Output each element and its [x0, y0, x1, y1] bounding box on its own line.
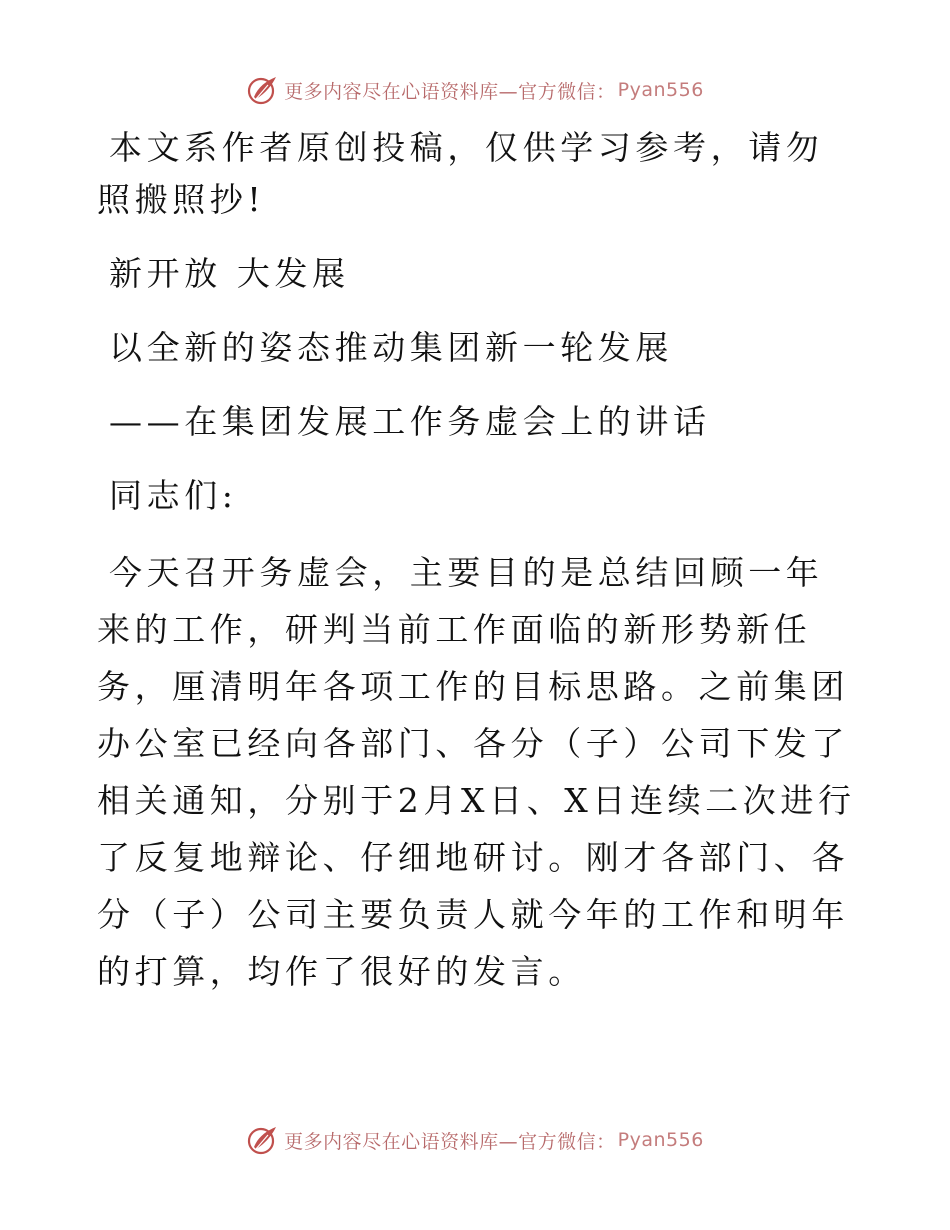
footer-banner	[0, 1120, 950, 1160]
document-subtitle: 以全新的姿态推动集团新一轮发展	[109, 328, 673, 367]
footer-banner-text: 更多内容尽在心语资料库—官方微信：	[284, 1130, 616, 1153]
speech-occasion: ——在集团发展工作务虚会上的讲话	[109, 402, 711, 441]
salutation: 同志们:	[109, 476, 238, 515]
quill-logo-icon	[246, 73, 280, 107]
quill-logo-icon	[246, 1123, 280, 1157]
header-banner-text: 更多内容尽在心语资料库—官方微信：	[284, 80, 616, 103]
copyright-notice: 本文系作者原创投稿，仅供学习参考，请勿照搬照抄!	[97, 128, 824, 219]
header-banner-wechat-id: Pyan556	[617, 79, 704, 101]
body-paragraph: 今天召开务虚会，主要目的是总结回顾一年来的工作，研判当前工作面临的新形势新任务，厘清明年各项工作的目标思路。之前集团办公室已经向各部门、各分（子）公司下发了相关通知，分别于2月X日、X日连续二次进行了反复地辩论、仔细地研讨。刚才各部门、各分（子）公司主要负责人就今年的工作和明年的打算，均作了很好的发言。	[97, 553, 856, 991]
header-banner	[0, 70, 950, 110]
footer-banner-wechat-id: Pyan556	[617, 1129, 704, 1151]
document-body	[97, 122, 857, 1000]
document-title: 新开放 大发展	[109, 254, 350, 293]
